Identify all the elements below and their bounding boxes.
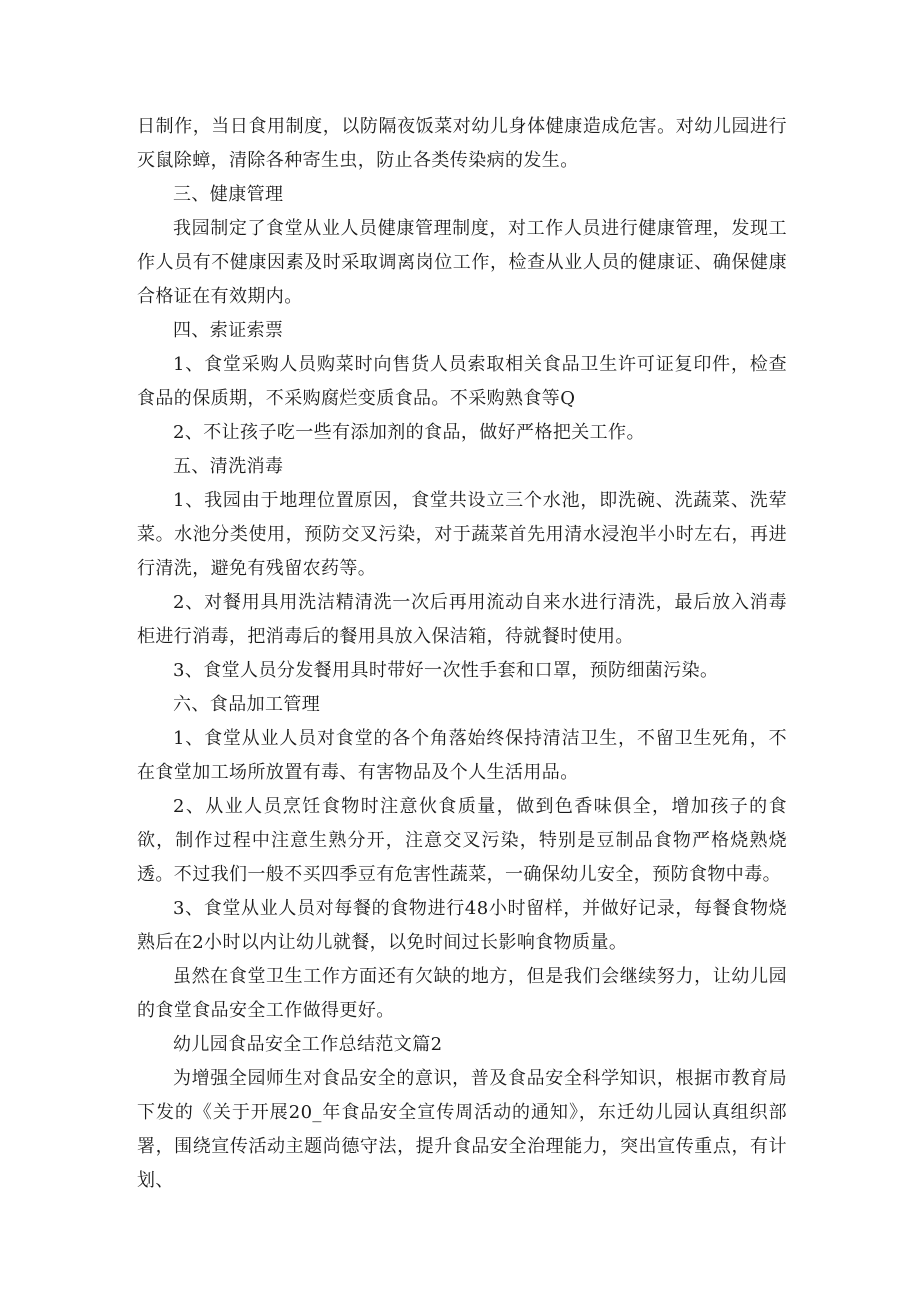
- document-body: [137, 110, 787, 1198]
- paragraph: 3、食堂人员分发餐用具时带好一次性手套和口罩，预防细菌污染。: [173, 660, 719, 681]
- paragraph: 虽然在食堂卫生工作方面还有欠缺的地方，但是我们会继续努力，让幼儿园的食堂食品安全工作做得更好。: [137, 966, 787, 1021]
- paragraph: 2、对餐用具用洗洁精清洗一次后再用流动自来水进行清洗，最后放入消毒柜进行消毒，把消毒后的餐用具放入保洁箱，待就餐时使用。: [137, 592, 787, 647]
- paragraph: 2、不让孩子吃一些有添加剂的食品，做好严格把关工作。: [173, 422, 645, 443]
- paragraph: 1、食堂从业人员对食堂的各个角落始终保持清洁卫生，不留卫生死角，不在食堂加工场所放置有毒、有害物品及个人生活用品。: [137, 728, 787, 783]
- paragraph: 1、食堂采购人员购菜时向售货人员索取相关食品卫生许可证复印件，检查食品的保质期，不采购腐烂变质食品。不采购熟食等Q: [137, 354, 787, 409]
- paragraph: 为增强全园师生对食品安全的意识，普及食品安全科学知识，根据市教育局下发的《关于开展20_年食品安全宣传周活动的通知》，东迁幼儿园认真组织部署，围绕宣传活动主题尚德守法，提升食品安全治理能力，突出宣传重点，有计划、: [137, 1068, 787, 1191]
- paragraph: 日制作，当日食用制度，以防隔夜饭菜对幼儿身体健康造成危害。对幼儿园进行灭鼠除蟑，清除各种寄生虫，防止各类传染病的发生。: [137, 116, 787, 171]
- section-heading: 五、清洗消毒: [173, 456, 284, 477]
- section-heading: 六、食品加工管理: [173, 694, 321, 715]
- paragraph: 3、食堂从业人员对每餐的食物进行48小时留样，并做好记录，每餐食物烧熟后在2小时以内让幼儿就餐，以免时间过长影响食物质量。: [137, 898, 787, 953]
- paragraph: 2、从业人员烹饪食物时注意伙食质量，做到色香味俱全，增加孩子的食欲，制作过程中注意生熟分开，注意交叉污染，特别是豆制品食物严格烧熟烧透。不过我们一般不买四季豆有危害性蔬菜，一确保幼儿安全，预防食物中毒。: [137, 796, 787, 885]
- paragraph: 我园制定了食堂从业人员健康管理制度，对工作人员进行健康管理，发现工作人员有不健康因素及时采取调离岗位工作，检查从业人员的健康证、确保健康合格证在有效期内。: [137, 218, 787, 307]
- section-heading: 四、索证索票: [173, 320, 284, 341]
- article-title: 幼儿园食品安全工作总结范文篇2: [173, 1034, 443, 1055]
- paragraph: 1、我园由于地理位置原因，食堂共设立三个水池，即洗碗、洗蔬菜、洗荤菜。水池分类使用，预防交叉污染，对于蔬菜首先用清水浸泡半小时左右，再进行清洗，避免有残留农药等。: [137, 490, 787, 579]
- section-heading: 三、健康管理: [173, 184, 284, 205]
